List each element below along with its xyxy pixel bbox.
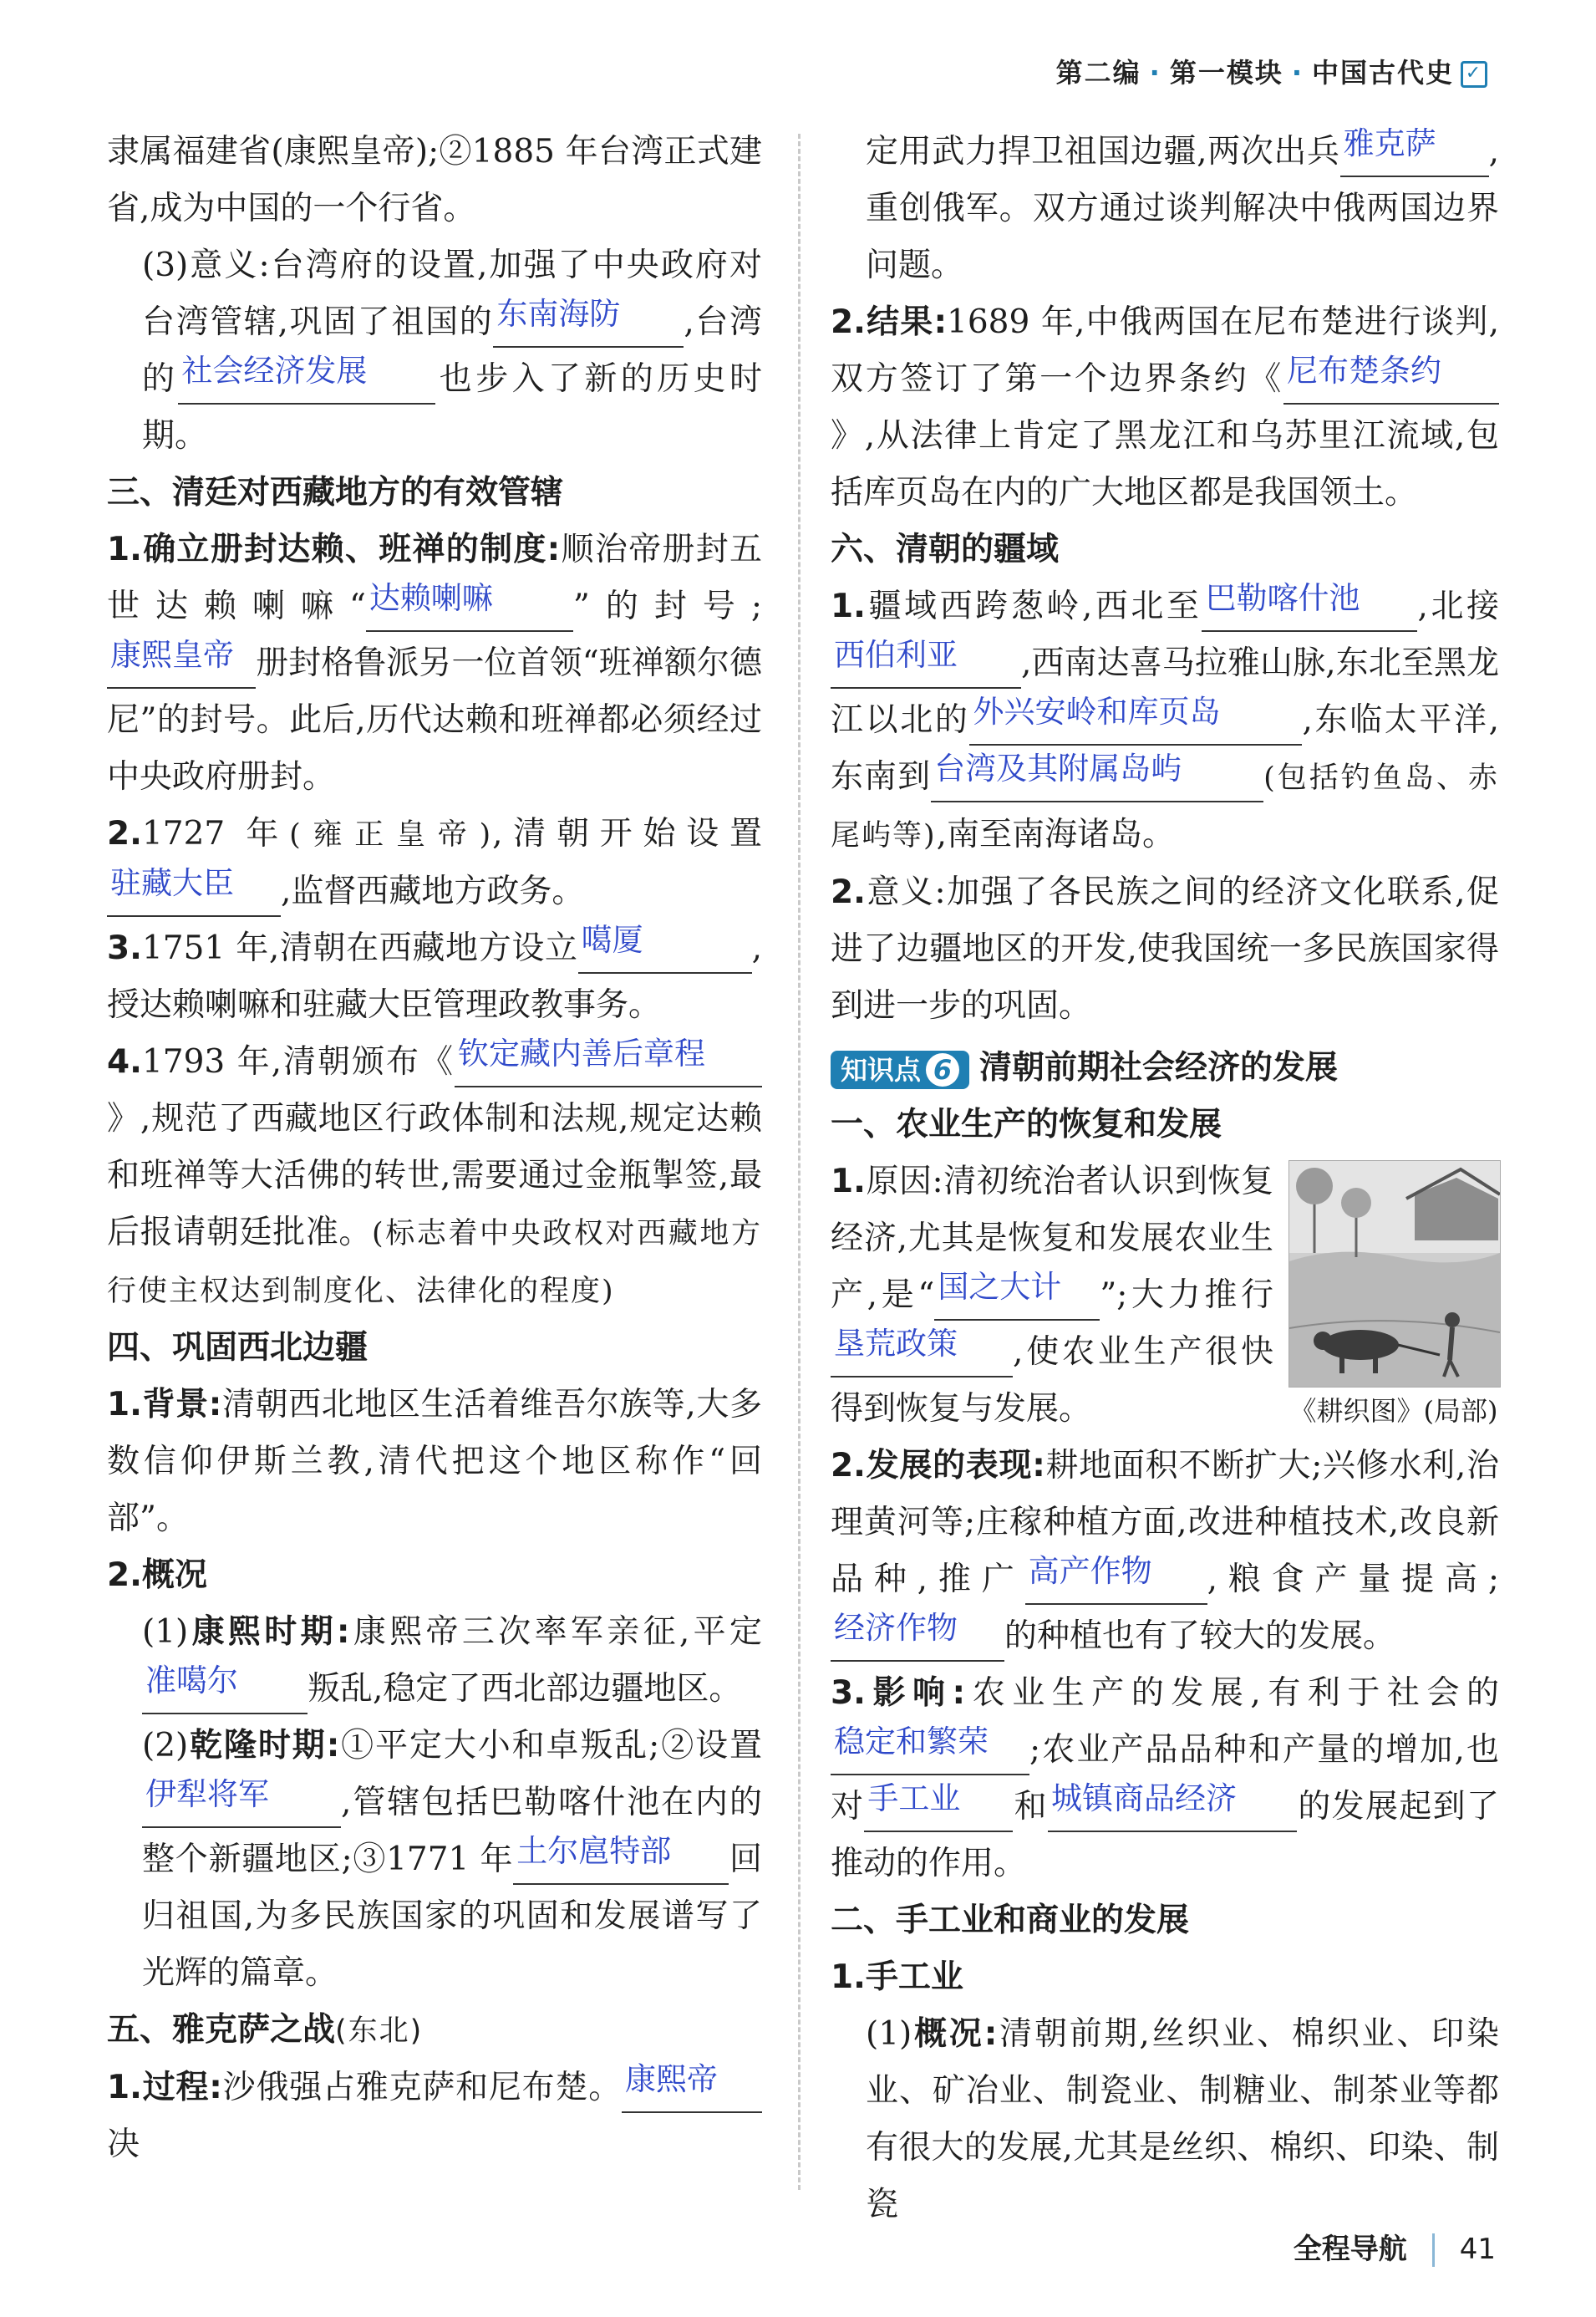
answer-blank: 尼布楚条约	[1283, 356, 1499, 405]
header-module: 第一模块	[1169, 57, 1283, 89]
list-item: 1.过程:沙俄强占雅克萨和尼布楚。 康熙帝决	[107, 2060, 762, 2173]
section-heading: 六、清朝的疆域	[831, 531, 1060, 568]
gengzhi-painting-image	[1288, 1160, 1501, 1388]
list-item: 1.原因:清初统治者认识到恢复经济,尤其是恢复和发展农业生产,是“ 国之大计 ”;大力推行垦荒政策 ,使农业生产很快得到恢复与发展。	[831, 1163, 1274, 1428]
answer-blank: 台湾及其附属岛屿	[931, 754, 1263, 802]
answer-blank: 康熙帝	[622, 2065, 762, 2113]
answer-blank: 西伯利亚	[831, 640, 1021, 689]
header-part: 第二编	[1055, 57, 1141, 89]
answer-blank: 驻藏大臣	[107, 868, 281, 917]
right-column	[831, 124, 1499, 2233]
answer-blank: 雅克萨	[1340, 129, 1489, 177]
knowledge-point-title: 知识点 6 清朝前期社会经济的发展	[831, 1040, 1499, 1097]
check-icon: ✓	[1461, 61, 1487, 88]
answer-blank: 城镇商品经济	[1048, 1784, 1297, 1832]
answer-blank: 高产作物	[1025, 1556, 1207, 1605]
painting-illustration	[1289, 1161, 1500, 1387]
figure	[1288, 1160, 1499, 1428]
list-item: 2.结果:1689 年,中俄两国在尼布楚进行谈判,双方签订了第一个边界条约《 尼布楚条约》,从法律上肯定了黑龙江和乌苏里江流域,包括库页岛在内的广大地区都是我国领土。	[831, 303, 1499, 512]
sub-item: (1)康熙时期:康熙帝三次率军亲征,平定准噶尔 叛乱,稳定了西北部边疆地区。	[107, 1604, 762, 1718]
answer-blank: 稳定和繁荣	[831, 1727, 1029, 1775]
section-heading: 一、农业生产的恢复和发展	[831, 1106, 1222, 1143]
paragraph: 隶属福建省(康熙皇帝);②1885 年台湾正式建省,成为中国的一个行省。	[107, 133, 762, 227]
list-item: 1.疆域西跨葱岭,西北至 巴勒喀什池 ,北接西伯利亚 ,西南达喜马拉雅山脉,东北至黑龙江以北的 外兴安岭和库页岛 ,东临太平洋,东南到 台湾及其附属岛屿 (包括钓鱼岛、赤尾屿等),南至南海诸岛。	[831, 580, 1499, 853]
answer-blank: 垦荒政策	[831, 1329, 1013, 1377]
page-number: 41	[1459, 2232, 1496, 2266]
list-item: 2.发展的表现:耕地面积不断扩大;兴修水利,治理黄河等;庄稼种植方面,改进种植技术,改良新品种,推广 高产作物 ,粮食产量提高;经济作物 的种植也有了较大的发展。	[831, 1438, 1499, 1665]
list-item: 3.1751 年,清朝在西藏地方设立 噶厦 ,授达赖喇嘛和驻藏大臣管理政教事务。	[107, 922, 762, 1024]
answer-blank: 外兴安岭和库页岛	[969, 697, 1302, 746]
answer-blank: 噶厦	[578, 925, 752, 974]
column-divider	[798, 134, 801, 2190]
answer-blank: 钦定藏内善后章程	[455, 1039, 762, 1087]
list-item: 1.背景:清朝西北地区生活着维吾尔族等,大多数信仰伊斯兰教,清代把这个地区称作“回部”。	[107, 1386, 762, 1537]
page-footer	[1294, 2226, 1496, 2268]
paragraph: (3)意义:台湾府的设置,加强了中央政府对台湾管辖,巩固了祖国的 东南海防 ,台湾的 社会经济发展 也步入了新的历史时期。	[142, 247, 762, 455]
section-heading: 四、巩固西北边疆	[107, 1329, 369, 1367]
answer-blank: 社会经济发展	[178, 356, 435, 405]
list-item: 3.影响:农业生产的发展,有利于社会的稳定和繁荣 ;农业产品品种和产量的增加,也对 手工业 和 城镇商品经济 的发展起到了推动的作用。	[831, 1674, 1499, 1882]
answer-blank: 土尔扈特部	[513, 1836, 729, 1885]
answer-blank: 达赖喇嘛	[366, 583, 573, 632]
sub-item: (1)概况:清朝前期,丝织业、棉织业、印染业、矿冶业、制瓷业、制糖业、制茶业等都有很大的发展,尤其是丝织、棉织、印染、制瓷	[866, 2015, 1499, 2223]
list-item: 2.概况	[107, 1556, 207, 1594]
section-heading: 三、清廷对西藏地方的有效管辖	[107, 474, 564, 512]
answer-blank: 国之大计	[934, 1272, 1100, 1321]
list-item: 2.1727 年(雍正皇帝),清朝开始设置驻藏大臣 ,监督西藏地方政务。	[107, 806, 762, 920]
knowledge-point-badge: 知识点 6	[831, 1051, 969, 1089]
list-item: 1.确立册封达赖、班禅的制度:顺治帝册封五世达赖喇嘛“ 达赖喇嘛 ”的封号;康熙皇帝 册封格鲁派另一位首领“班禅额尔德尼”的封号。此后,历代达赖和班禅都必须经过中央政府册封。	[107, 531, 762, 796]
answer-blank: 经济作物	[831, 1613, 1004, 1662]
answer-blank: 手工业	[864, 1784, 1013, 1832]
answer-blank: 东南海防	[493, 299, 684, 348]
answer-blank: 伊犁将军	[142, 1780, 341, 1828]
header-subject: 中国古代史	[1311, 57, 1454, 89]
sub-item: (2)乾隆时期:①平定大小和卓叛乱;②设置伊犁将军 ,管辖包括巴勒喀什池在内的整个新疆地区;③1771 年 土尔扈特部 回归祖国,为多民族国家的巩固和发展谱写了光辉的篇章。	[142, 1727, 762, 1992]
answer-blank: 康熙皇帝	[107, 640, 256, 689]
section-heading: 五、雅克萨之战(东北)	[107, 2011, 424, 2049]
answer-blank: 巴勒喀什池	[1202, 583, 1417, 632]
list-item: 2.意义:加强了各民族之间的经济文化联系,促进了边疆地区的开发,使我国统一多民族国家得到进一步的巩固。	[831, 873, 1499, 1025]
list-item: 1.手工业	[831, 1958, 963, 1996]
page-header: 第二编 · 第一模块 · 中国古代史 ✓	[1056, 52, 1487, 90]
figure-caption: 《耕织图》(局部)	[1289, 1395, 1498, 1427]
paragraph: 定用武力捍卫祖国边疆,两次出兵 雅克萨 ,重创俄军。双方通过谈判解决中俄两国边界问题。	[866, 125, 1499, 284]
list-item: 4.1793 年,清朝颁布《 钦定藏内善后章程》,规范了西藏地区行政体制和法规,规定达赖和班禅等大活佛的转世,需要通过金瓶掣签,最后报请朝廷批准。(标志着中央政权对西藏地方行使主权达到制度化、法律化的程度)	[107, 1036, 762, 1308]
answer-blank: 准噶尔	[142, 1666, 308, 1714]
left-column	[107, 124, 762, 2173]
footer-title: 全程导航	[1293, 2232, 1407, 2266]
section-heading: 二、手工业和商业的发展	[831, 1902, 1190, 1939]
